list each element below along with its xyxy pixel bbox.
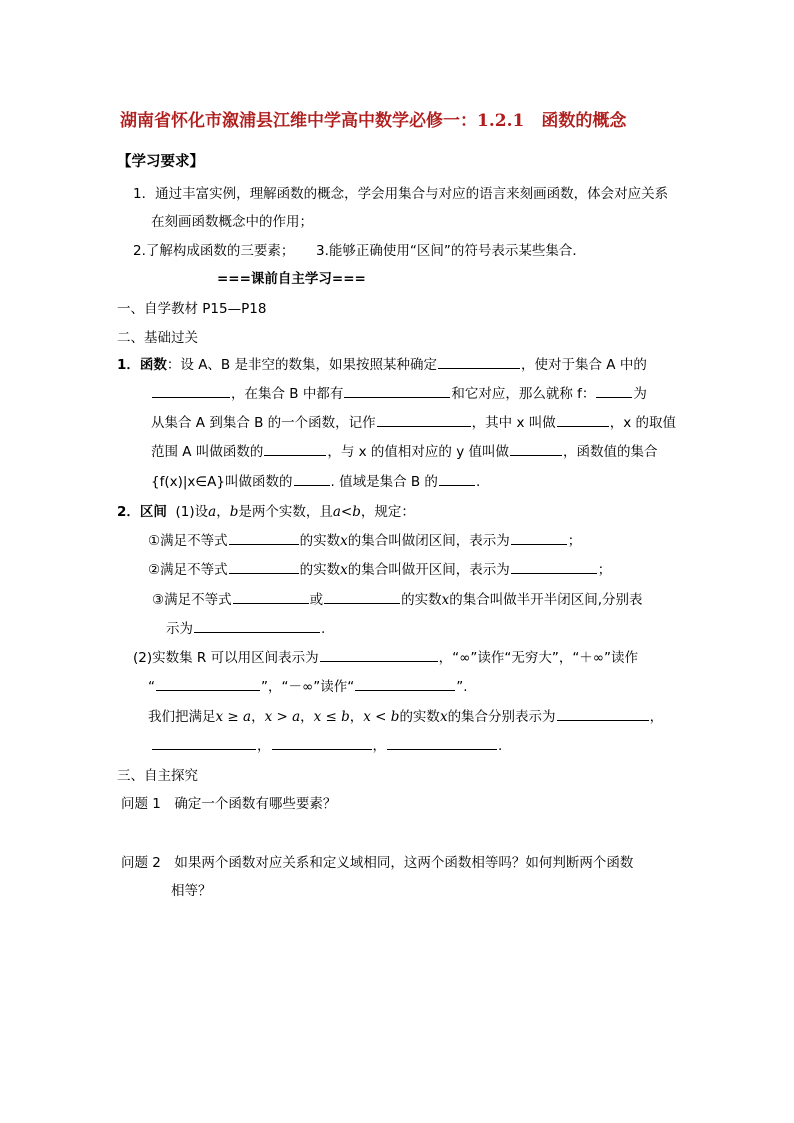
text: ：设 A、B 是非空的数集，如果按照某种确定 [166, 357, 437, 373]
fill-blank[interactable] [596, 384, 632, 398]
text: 的集合分别表示为 [447, 709, 556, 725]
concept-number: 1． [117, 357, 140, 373]
text: ，在集合 B 中都有 [231, 386, 344, 402]
question-2: 问题 2 如果两个函数对应关系和定义域相同，这两个函数相等吗？如何判断两个函数 [121, 855, 634, 871]
text: ”. [456, 679, 468, 695]
text: ，x 的取值 [609, 415, 677, 431]
var-b: b [229, 504, 239, 520]
requirement-item-3: 3.能够正确使用“区间”的符号表示某些集合． [316, 243, 586, 259]
concept-function-line-1 [117, 353, 647, 373]
text: ，与 x 的值相对应的 y 值叫做 [327, 444, 509, 460]
text: (2)实数集 R 可以用区间表示为 [133, 650, 319, 666]
text: 或 [309, 592, 324, 608]
text: 从集合 A 到集合 B 的一个函数，记作 [151, 415, 376, 431]
text: 的集合叫做开区间，表示为 [347, 562, 510, 578]
fill-blank[interactable] [511, 560, 597, 574]
real-set-line-2 [148, 675, 468, 695]
requirement-item-1-cont: 在刻画函数概念中的作用； [151, 214, 313, 230]
fill-blank[interactable] [377, 413, 471, 427]
text: ②满足不等式 [148, 562, 228, 578]
page-title: 湖南省怀化市溆浦县江维中学高中数学必修一：1.2.1 函数的概念 [120, 111, 627, 131]
section-2-heading: 二、基础过关 [117, 330, 198, 346]
text: ，其中 x 叫做 [471, 415, 556, 431]
text: . 值域是集合 B 的 [330, 474, 438, 490]
fill-blank[interactable] [156, 677, 260, 691]
text: “ [148, 679, 155, 695]
fill-blank[interactable] [152, 384, 230, 398]
concept-function-line-2 [151, 382, 647, 402]
inequality: x > a [264, 709, 301, 725]
text: 的实数 [399, 709, 440, 725]
concept-interval-line-1 [117, 500, 415, 520]
text: ， [257, 738, 271, 754]
text: (1)设 [175, 504, 209, 520]
interval-notation-line-2 [151, 734, 502, 754]
fill-blank[interactable] [510, 442, 562, 456]
inequality: x ≥ a [215, 709, 252, 725]
requirements-heading: 【学习要求】 [117, 154, 204, 170]
requirement-item-2: 2.了解构成函数的三要素； [133, 243, 295, 259]
section-1-heading: 一、自学教材 P15—P18 [117, 301, 267, 317]
interval-half-open-cont [166, 617, 325, 637]
concept-function-line-3 [151, 411, 676, 431]
text: 范围 A 叫做函数的 [151, 444, 264, 460]
fill-blank[interactable] [320, 648, 438, 662]
text: ， [349, 709, 364, 725]
condition: a<b [332, 504, 361, 520]
text: . [475, 474, 481, 490]
text: 为 [633, 386, 647, 402]
text: ”，“－∞”读作“ [261, 679, 355, 695]
text: . [498, 738, 503, 754]
text: ①满足不等式 [148, 533, 228, 549]
real-set-line-1 [133, 646, 638, 666]
text: ， [649, 709, 664, 725]
text: . [321, 621, 326, 637]
text: 的集合叫做闭区间，表示为 [347, 533, 510, 549]
text: ， [372, 738, 386, 754]
fill-blank[interactable] [355, 677, 455, 691]
var-a: a [208, 504, 217, 520]
concept-function-line-5 [151, 470, 480, 490]
text: ， [216, 504, 230, 520]
fill-blank[interactable] [229, 560, 299, 574]
text: ，“∞”读作“无穷大”，“＋∞”读作 [438, 650, 639, 666]
text: 的实数 [299, 562, 341, 578]
interval-open-line [148, 558, 611, 578]
text: ； [597, 562, 612, 578]
var-x: x [340, 562, 348, 578]
text: {f(x)|x∈A}叫做函数的 [151, 474, 293, 490]
fill-blank[interactable] [194, 619, 320, 633]
fill-blank[interactable] [229, 531, 299, 545]
fill-blank[interactable] [557, 413, 609, 427]
text: 的实数 [299, 533, 341, 549]
text: 是两个实数，且 [238, 504, 333, 520]
text: 和它对应，那么就称 f： [451, 386, 596, 402]
text: ； [567, 533, 582, 549]
concept-function-line-4 [151, 440, 657, 460]
fill-blank[interactable] [438, 355, 520, 369]
section-3-heading: 三、自主探究 [117, 768, 198, 784]
text: ，使对于集合 A 中的 [521, 357, 647, 373]
fill-blank[interactable] [439, 472, 475, 486]
inequality: x ≤ b [313, 709, 350, 725]
text: ，规定： [360, 504, 415, 520]
interval-closed-line [148, 529, 581, 549]
fill-blank[interactable] [294, 472, 330, 486]
question-1: 问题 1 确定一个函数有哪些要素？ [121, 796, 337, 812]
fill-blank[interactable] [344, 384, 450, 398]
concept-number: 2． [117, 504, 140, 520]
inequality: x < b [363, 709, 400, 725]
text: 的实数 [401, 592, 442, 608]
text: 的集合叫做半开半闭区间,分别表 [449, 592, 643, 608]
fill-blank[interactable] [264, 442, 326, 456]
text: ，函数值的集合 [562, 444, 658, 460]
text: ， [300, 709, 314, 725]
text: 示为 [166, 621, 193, 637]
interval-notation-line-1 [148, 705, 663, 725]
interval-half-open-line [152, 588, 643, 608]
text: ， [251, 709, 265, 725]
concept-term: 区间 [139, 504, 167, 520]
text: 我们把满足 [148, 709, 216, 725]
var-x: x [340, 533, 348, 549]
text: ③满足不等式 [152, 592, 232, 608]
fill-blank[interactable] [557, 707, 649, 721]
question-2-cont: 相等？ [171, 883, 212, 899]
fill-blank[interactable] [272, 736, 372, 750]
fill-blank[interactable] [324, 590, 400, 604]
fill-blank[interactable] [511, 531, 567, 545]
self-study-heading: ===课前自主学习=== [217, 271, 366, 287]
var-x: x [439, 709, 448, 725]
fill-blank[interactable] [152, 736, 256, 750]
concept-term: 函数 [139, 357, 167, 373]
var-x: x [441, 592, 450, 608]
fill-blank[interactable] [233, 590, 309, 604]
requirement-item-1: 1．通过丰富实例，理解函数的概念，学会用集合与对应的语言来刻画函数，体会对应关系 [133, 186, 669, 202]
fill-blank[interactable] [387, 736, 497, 750]
